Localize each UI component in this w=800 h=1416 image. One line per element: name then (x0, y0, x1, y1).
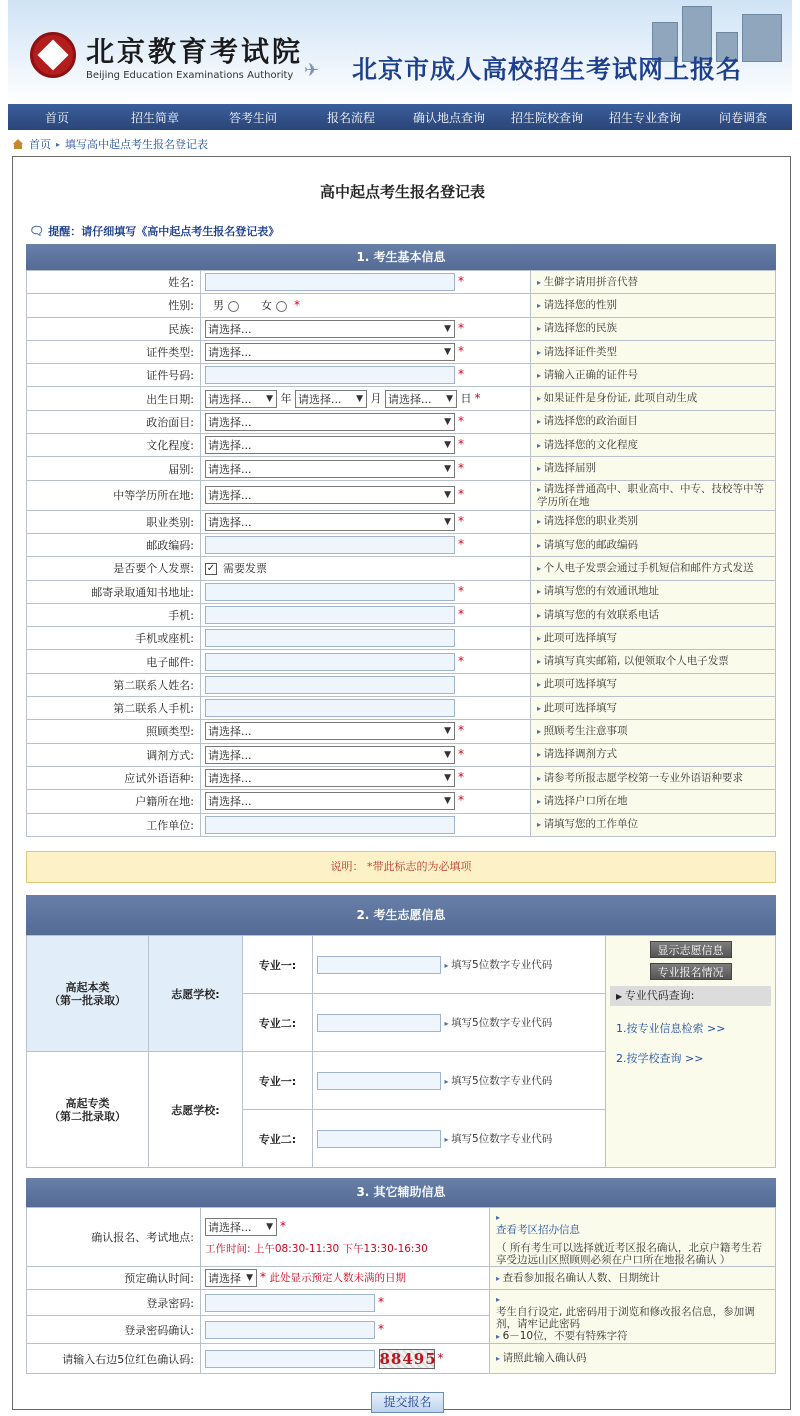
breadcrumb (12, 135, 792, 153)
section3-header: 3. 其它辅助信息 (26, 1178, 776, 1207)
logo-emblem (30, 32, 76, 78)
label-ethnicity: 民族: (27, 317, 201, 340)
spec1-input-1[interactable] (317, 956, 441, 974)
search-by-school-link[interactable]: 2.按学校查询 >> (616, 1052, 704, 1065)
org-name-cn: 北京教育考试院 (86, 35, 304, 68)
section1-header: 1. 考生基本信息 (26, 244, 776, 270)
label-political: 政治面目: (27, 410, 201, 433)
confirm-note: （ 所有考生可以选择就近考区报名确认，北京户籍考生若享受边远山区照顾则必须在户口所在地报名确认 ） (496, 1242, 762, 1266)
nav-confirm-location[interactable]: 确认地点查询 (412, 110, 485, 125)
preference-table: 高起本类 （第一批录取） 志愿学校: 专业一: ▸ 填写5位数字专业代码 显示志愿信息 专业报名情况 ▶ 专业代码查询: 1.按专业信息检索 >> 2.按学校查询 >> 专业二: ▸ 填写5位数字专业代码 高起专类 （第二批录取） 志愿学校: 专业一: ▸ 填写5位数字专业代码 专业二: ▸ 填写5位数字专业代码 (26, 935, 776, 1168)
nav-faq[interactable]: 答考生问 (228, 110, 277, 125)
hint-class: ▸ 请选择届别 (531, 457, 776, 480)
mobile-input[interactable] (205, 606, 455, 624)
work-time: 工作时间: 上午08:30-11:30 下午13:30-16:30 (205, 1243, 428, 1255)
label-invoice: 是否要个人发票: (27, 557, 201, 580)
birth-year-select[interactable]: 请选择... ▼ (205, 390, 277, 408)
hint-employer: ▸ 请填写您的工作单位 (531, 813, 776, 836)
adjust-select[interactable]: 请选择... ▼ (205, 746, 455, 764)
phone-input[interactable] (205, 629, 455, 647)
invoice-checkbox[interactable]: ✓ (206, 563, 216, 575)
ethnicity-select[interactable]: 请选择... ▼ (205, 320, 455, 338)
category-associate: 高起专类 （第二批录取） (27, 1052, 149, 1168)
basic-info-table: 姓名: * ▸ 生僻字请用拼音代替 性别: 男 女 * ▸ 请选择您的性别 民族: 请选择... ▼ * ▸ 请选择您的民族 证件类型: 请选择... ▼ * ▸ 请选择证件类型 证件号码: * ▸ 请输入正确的证件号 出生日期: 请选择... ▼ 年 请选择... ▼ 月 请选择... ▼ 日 * ▸ 如果证件是身份证, 此项自动生成 政治面目: 请选择... ▼ * ▸ 请选择您的政治面目 文化程度: 请选择... ▼ * ▸ 请选择您的文化程度 届别: 请选择... ▼ * ▸ 请选择届别 中等学历所在地: 请选择... ▼ * ▸ 请选择普通高中、职业高中、中专、技校等中等学历所在地 职业类别: 请选择... ▼ * ▸ 请选择您的职业类别 邮政编码: * ▸ 请填写您的邮政编码 是否要个人发票: ✓ 需要发票 ▸ 个人电子发票会通过手机短信和邮件方式发送 邮寄录取通知书地址: * ▸ 请填写您的有效通讯地址 手机: * ▸ 请填写您的有效联系电话 手机或座机: ▸ 此项可选择填写 电子邮件: * ▸ 请填写真实邮箱, 以便领取个人电子发票 第二联系人姓名: ▸ 此项可选择填写 第二联系人手机: ▸ 此项可选择填写 照顾类型: 请选择... ▼ * ▸ 照顾考生注意事项 调剂方式: 请选择... ▼ * ▸ 请选择调剂方式 应试外语语种: 请选择... ▼ * ▸ 请参考所报志愿学校第一专业外语语种要求 户籍所在地: 请选择... ▼ * ▸ 请选择户口所在地 工作单位: ▸ 请填写您的工作单位 (26, 270, 776, 837)
contact2-name-input[interactable] (205, 676, 455, 694)
label-mobile: 手机: (27, 603, 201, 626)
label-password: 登录密码: (27, 1290, 201, 1316)
label-education: 文化程度: (27, 434, 201, 457)
hukou-select[interactable]: 请选择... ▼ (205, 792, 455, 810)
hint-adjust: ▸ 请选择调剂方式 (531, 743, 776, 766)
label-address: 邮寄录取通知书地址: (27, 580, 201, 603)
password-rule: ▸ 6－10位，不要有特殊字符 (496, 1330, 771, 1343)
spec1-label-2: 专业一: (243, 1052, 313, 1110)
id-number-input[interactable] (205, 366, 455, 384)
show-preferences-button[interactable]: 显示志愿信息 (650, 941, 732, 958)
spec2-label-1: 专业二: (243, 994, 313, 1052)
hint-occupation: ▸ 请选择您的职业类别 (531, 510, 776, 533)
captcha-image[interactable]: 88495 (379, 1349, 437, 1368)
hint-invoice: ▸ 个人电子发票会通过手机短信和邮件方式发送 (531, 557, 776, 580)
spec2-input-2[interactable] (317, 1130, 441, 1148)
care-type-select[interactable]: 请选择... ▼ (205, 722, 455, 740)
hint-education: ▸ 请选择您的文化程度 (531, 434, 776, 457)
label-adjust: 调剂方式: (27, 743, 201, 766)
confirm-location-select[interactable]: 请选择... ▼ (205, 1218, 277, 1236)
spec2-label-2: 专业二: (243, 1110, 313, 1168)
code-query-header: ▶ 专业代码查询: (610, 986, 771, 1006)
hint-ethnicity: ▸ 请选择您的民族 (531, 317, 776, 340)
employer-input[interactable] (205, 816, 455, 834)
search-by-major-link[interactable]: 1.按专业信息检索 >> (616, 1022, 726, 1035)
form-tip (29, 223, 279, 239)
tip-text: 提醒：请仔细填写《高中起点考生报名登记表》 (48, 225, 280, 238)
label-id-type: 证件类型: (27, 340, 201, 363)
hint-id-number: ▸ 请输入正确的证件号 (531, 364, 776, 387)
hint-birthdate: ▸ 如果证件是身份证, 此项自动生成 (531, 387, 776, 410)
edu-location-select[interactable]: 请选择... ▼ (205, 486, 455, 504)
label-edu-location: 中等学历所在地: (27, 480, 201, 510)
breadcrumb-current: 填写高中起点考生报名登记表 (65, 138, 209, 151)
hint-language: ▸ 请参考所报志愿学校第一专业外语语种要求 (531, 766, 776, 789)
education-select[interactable]: 请选择... ▼ (205, 436, 455, 454)
org-name-en: Beijing Education Examinations Authority (86, 70, 294, 81)
political-select[interactable]: 请选择... ▼ (205, 413, 455, 431)
nav-schools[interactable]: 招生院校查询 (510, 110, 583, 125)
label-class: 届别: (27, 457, 201, 480)
gender-female-radio[interactable] (276, 301, 287, 312)
postcode-input[interactable] (205, 536, 455, 554)
hint-email: ▸ 请填写真实邮箱, 以便领取个人电子发票 (531, 650, 776, 673)
header-banner (8, 0, 792, 104)
label-confirm-date: 预定确认时间: (27, 1267, 201, 1290)
form-container (12, 156, 791, 1410)
hint-gender: ▸ 请选择您的性别 (531, 294, 776, 317)
label-contact2-mobile: 第二联系人手机: (27, 697, 201, 720)
section2-header: 2. 考生志愿信息 (26, 895, 776, 935)
class-select[interactable]: 请选择... ▼ (205, 460, 455, 478)
breadcrumb-home[interactable]: 首页 (29, 138, 51, 151)
nav-process[interactable]: 报名流程 (326, 110, 375, 125)
id-type-select[interactable]: 请选择... ▼ (205, 343, 455, 361)
category-bachelor: 高起本类 （第一批录取） (27, 936, 149, 1052)
hint-care-type-link[interactable]: ▸ 照顾考生注意事项 (531, 720, 776, 743)
hint-address: ▸ 请填写您的有效通讯地址 (531, 580, 776, 603)
label-gender: 性别: (27, 294, 201, 317)
home-icon (12, 139, 24, 149)
captcha-input[interactable] (205, 1350, 375, 1368)
birth-day-select[interactable]: 请选择... ▼ (385, 390, 457, 408)
submit-button[interactable]: 提交报名 (371, 1392, 444, 1413)
exam-office-link[interactable]: ▸ 查看考区招办信息 (496, 1224, 580, 1236)
spec1-label-1: 专业一: (243, 936, 313, 994)
hint-id-type: ▸ 请选择证件类型 (531, 340, 776, 363)
label-language: 应试外语语种: (27, 766, 201, 789)
nav-brochure[interactable]: 招生简章 (130, 110, 179, 125)
label-password-confirm: 登录密码确认: (27, 1316, 201, 1344)
auxiliary-info-table: 确认报名、考试地点: 请选择... ▼ * 工作时间: 上午08:30-11:30 下午13:30-16:30 ▸ 查看考区招办信息 （ 所有考生可以选择就近考区报名确认，北京户籍考生若享受边远山区照顾则必须在户口所在地报名确认 ） 预定确认时间: 请选择 ▼ * 此处显示预定人数未满的日期 ▸ 查看参加报名确认人数、日期统计 登录密码: * ▸ 考生自行设定, 此密码用于浏览和修改报名信息，参加调剂，请牢记此密码 ▸ 6－10位，不要有特殊字符 登录密码确认: * 请输入右边5位红色确认码: 88495* ▸ 请照此输入确认码 (26, 1207, 776, 1374)
bird-icon: ✈ (304, 60, 320, 81)
hint-contact2-name: ▸ 此项可选择填写 (531, 673, 776, 696)
school-label-1: 志愿学校: (149, 936, 243, 1052)
password-input[interactable] (205, 1294, 375, 1312)
invoice-checkbox-label: 需要发票 (223, 562, 267, 576)
label-occupation: 职业类别: (27, 510, 201, 533)
label-birthdate: 出生日期: (27, 387, 201, 410)
label-hukou: 户籍所在地: (27, 790, 201, 813)
main-nav (8, 104, 792, 130)
hint-postcode: ▸ 请填写您的邮政编码 (531, 533, 776, 556)
major-status-button[interactable]: 专业报名情况 (650, 963, 732, 980)
hint-name: ▸ 生僻字请用拼音代替 (531, 271, 776, 294)
password-hint: ▸ 考生自行设定, 此密码用于浏览和修改报名信息，参加调剂，请牢记此密码 (496, 1306, 755, 1330)
nav-survey[interactable]: 问卷调查 (718, 110, 767, 125)
side-panel (606, 936, 776, 1168)
nav-home[interactable]: 首页 (44, 110, 69, 125)
hint-hukou: ▸ 请选择户口所在地 (531, 790, 776, 813)
hint-edu-location: ▸ 请选择普通高中、职业高中、中专、技校等中等学历所在地 (531, 480, 776, 510)
label-confirm-location: 确认报名、考试地点: (27, 1208, 201, 1267)
label-postcode: 邮政编码: (27, 533, 201, 556)
breadcrumb-separator: ▸ (56, 139, 61, 149)
password-confirm-input[interactable] (205, 1321, 375, 1339)
spec1-input-2[interactable] (317, 1072, 441, 1090)
name-input[interactable] (205, 273, 455, 291)
address-input[interactable] (205, 583, 455, 601)
form-title: 高中起点考生报名登记表 (319, 183, 485, 201)
birth-month-select[interactable]: 请选择... ▼ (295, 390, 367, 408)
confirm-stats-link[interactable]: ▸ 查看参加报名确认人数、日期统计 (490, 1267, 776, 1290)
site-title: 北京市成人高校招生考试网上报名 (352, 55, 743, 84)
label-captcha: 请输入右边5位红色确认码: (27, 1344, 201, 1374)
contact2-mobile-input[interactable] (205, 699, 455, 717)
language-select[interactable]: 请选择... ▼ (205, 769, 455, 787)
hint-contact2-mobile: ▸ 此项可选择填写 (531, 697, 776, 720)
gender-female-label: 女 (261, 299, 272, 313)
hint-political: ▸ 请选择您的政治面目 (531, 410, 776, 433)
date-note: 此处显示预定人数未满的日期 (269, 1272, 406, 1284)
confirm-date-select[interactable]: 请选择 ▼ (205, 1269, 257, 1287)
label-email: 电子邮件: (27, 650, 201, 673)
spec2-input-1[interactable] (317, 1014, 441, 1032)
label-name: 姓名: (27, 271, 201, 294)
label-contact2-name: 第二联系人姓名: (27, 673, 201, 696)
label-id-number: 证件号码: (27, 364, 201, 387)
captcha-hint: ▸ 请照此输入确认码 (490, 1344, 776, 1374)
nav-majors[interactable]: 招生专业查询 (608, 110, 681, 125)
gender-male-label: 男 (213, 299, 224, 313)
speech-bubble-icon: 🗨 (29, 224, 45, 238)
label-care-type: 照顾类型: (27, 720, 201, 743)
hint-mobile: ▸ 请填写您的有效联系电话 (531, 603, 776, 626)
label-employer: 工作单位: (27, 813, 201, 836)
email-input[interactable] (205, 653, 455, 671)
gender-male-radio[interactable] (228, 301, 239, 312)
label-phone: 手机或座机: (27, 627, 201, 650)
hint-phone: ▸ 此项可选择填写 (531, 627, 776, 650)
required-note: 说明： *带此标志的为必填项 (26, 851, 776, 883)
occupation-select[interactable]: 请选择... ▼ (205, 513, 455, 531)
school-label-2: 志愿学校: (149, 1052, 243, 1168)
